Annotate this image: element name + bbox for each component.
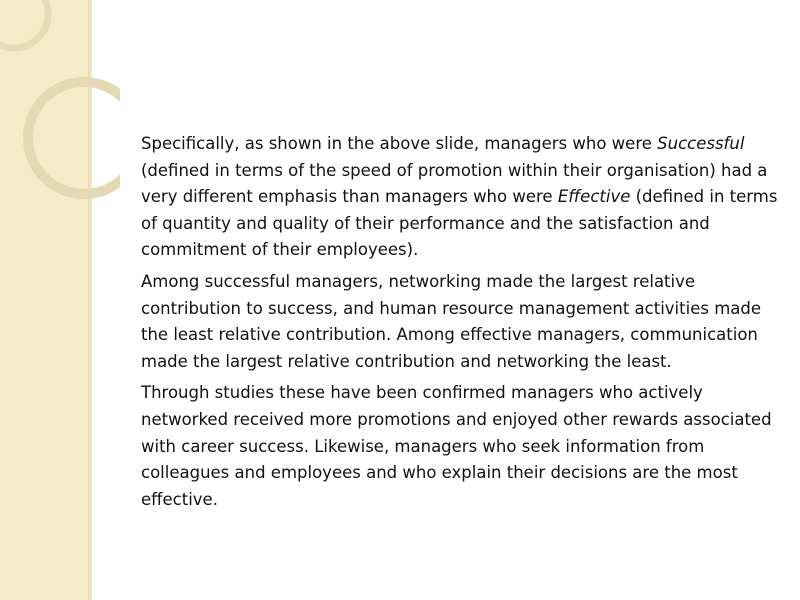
paragraph-successful-managers: Among successful managers, networking made the largest relative contribution to success, and human resource management activities made the least relative contribution. Among effective managers, communication made the largest relative contribution and networking the least. <box>141 271 761 371</box>
paragraph-studies: Through studies these have been confirmed managers who actively networked received more promotions and enjoyed other rewards associated with career success. Likewise, managers who seek information from colleagues and employees and who explain their decisions are the most effective. <box>141 383 772 509</box>
paragraph-1-text-b: (defined in terms of the speed of promotion within their organisation) had a very different emphasis than managers who were <box>141 160 768 207</box>
slide-body <box>141 131 781 518</box>
successful-term: Successful <box>657 134 745 153</box>
upper-ring <box>0 0 48 48</box>
paragraph-successful-vs-effective <box>141 131 781 264</box>
effective-term: Effective <box>557 187 631 207</box>
paragraph-1-text-a: Specifically, as shown in the above slide, managers who were <box>141 134 658 153</box>
decorative-rings <box>0 0 120 220</box>
lower-ring <box>28 82 120 194</box>
paragraph-1-text-c: (defined in terms of quantity and quality of their performance and the satisfaction and commitment of their employees). <box>141 187 778 260</box>
